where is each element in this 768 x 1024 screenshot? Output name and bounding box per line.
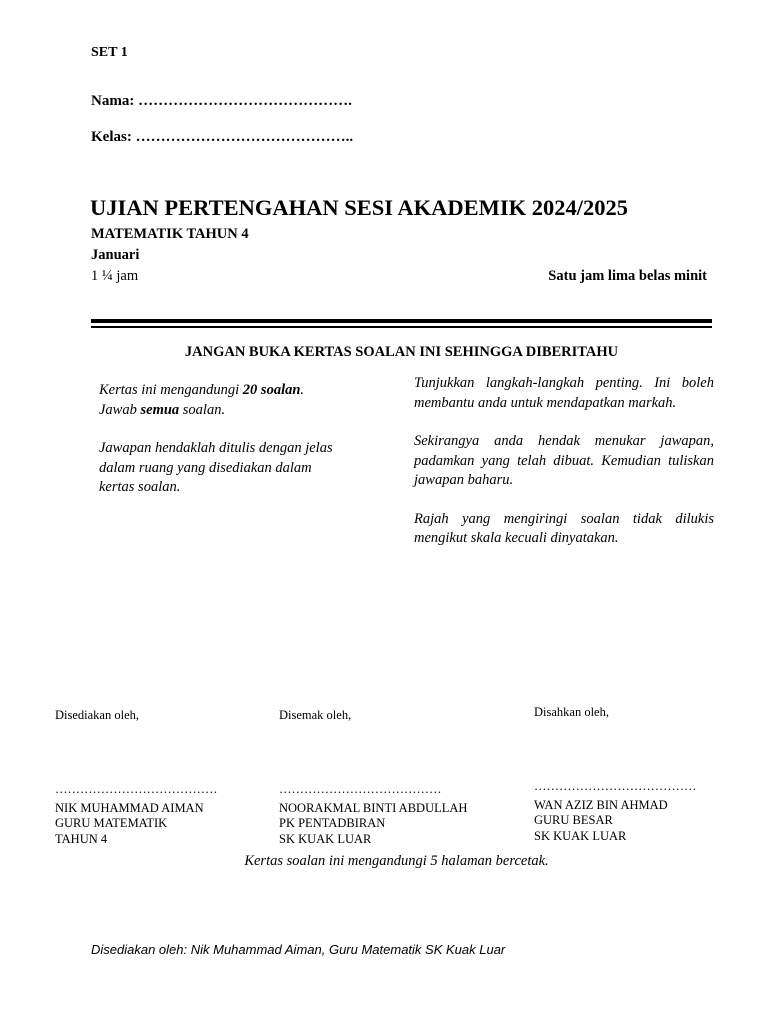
- duration-words-label: Satu jam lima belas minit: [548, 268, 707, 284]
- instruction-text: Jawab: [99, 401, 141, 418]
- signature-line: …………………………………: [55, 782, 218, 796]
- signature-block-prepared: [55, 782, 218, 847]
- prepared-by-footer: Disediakan oleh: Nik Muhammad Aiman, Guru Matematik SK Kuak Luar: [91, 942, 506, 957]
- signatory-org: TAHUN 4: [55, 831, 108, 846]
- divider-thin: [91, 326, 712, 328]
- warning-heading: JANGAN BUKA KERTAS SOALAN INI SEHINGGA DIBERITAHU: [184, 344, 619, 360]
- signatory-name: NIK MUHAMMAD AIMAN: [55, 800, 204, 815]
- signature-block-approved: [534, 779, 697, 844]
- exam-title: UJIAN PERTENGAHAN SESI AKADEMIK 2024/2025: [90, 195, 629, 220]
- instruction-diagram-scale: Rajah yang mengiringi soalan tidak dilukis mengikut skala kecuali dinyatakan.: [414, 510, 714, 546]
- instruction-text: .: [300, 382, 305, 398]
- name-field: Nama: …………………………………….: [91, 93, 352, 109]
- page-count-note: Kertas soalan ini mengandungi 5 halaman bercetak.: [244, 853, 549, 869]
- signature-line: …………………………………: [534, 779, 697, 793]
- instructions-right: [414, 374, 714, 549]
- instruction-text: Kertas ini mengandungi: [99, 382, 243, 398]
- signature-label-approved: Disahkan oleh,: [534, 705, 609, 719]
- instruction-bold-text: 20 soalan: [242, 382, 301, 398]
- instruction-answer-space: Jawapan hendaklah ditulis dengan jelas dalam ruang yang disediakan dalam kertas soalan.: [99, 440, 333, 495]
- signature-line: …………………………………: [279, 782, 442, 796]
- signatory-org: SK KUAK LUAR: [534, 828, 627, 843]
- class-field: Kelas: ……………………………………..: [91, 129, 354, 145]
- signature-label-checked: Disemak oleh,: [279, 708, 352, 722]
- instruction-text: soalan.: [179, 401, 226, 418]
- signatory-name: NOORAKMAL BINTI ABDULLAH: [279, 800, 468, 815]
- signature-block-checked: [279, 782, 467, 847]
- signatory-role: GURU BESAR: [534, 813, 613, 827]
- signatory-name: WAN AZIZ BIN AHMAD: [534, 797, 668, 812]
- set-label: SET 1: [91, 45, 128, 60]
- signatory-role: PK PENTADBIRAN: [279, 816, 386, 830]
- divider-thick: [91, 319, 712, 323]
- signatory-role: GURU MATEMATIK: [55, 816, 168, 830]
- instruction-bold-text: semua: [140, 401, 180, 418]
- signatory-org: SK KUAK LUAR: [279, 831, 372, 846]
- duration-label: 1 ¼ jam: [91, 268, 139, 284]
- subject-label: MATEMATIK TAHUN 4: [91, 226, 249, 242]
- instructions-left: [99, 381, 339, 498]
- instruction-change-answer: Sekirangya anda hendak menukar jawapan, padamkan yang telah dibuat. Kemudian tuliskan jawapan baharu.: [414, 433, 714, 488]
- instruction-questions-count: [99, 381, 339, 420]
- month-label: Januari: [91, 247, 140, 263]
- instruction-show-steps: Tunjukkan langkah-langkah penting. Ini boleh membantu anda untuk mendapatkan markah.: [414, 375, 714, 411]
- signature-label-prepared: Disediakan oleh,: [55, 708, 140, 722]
